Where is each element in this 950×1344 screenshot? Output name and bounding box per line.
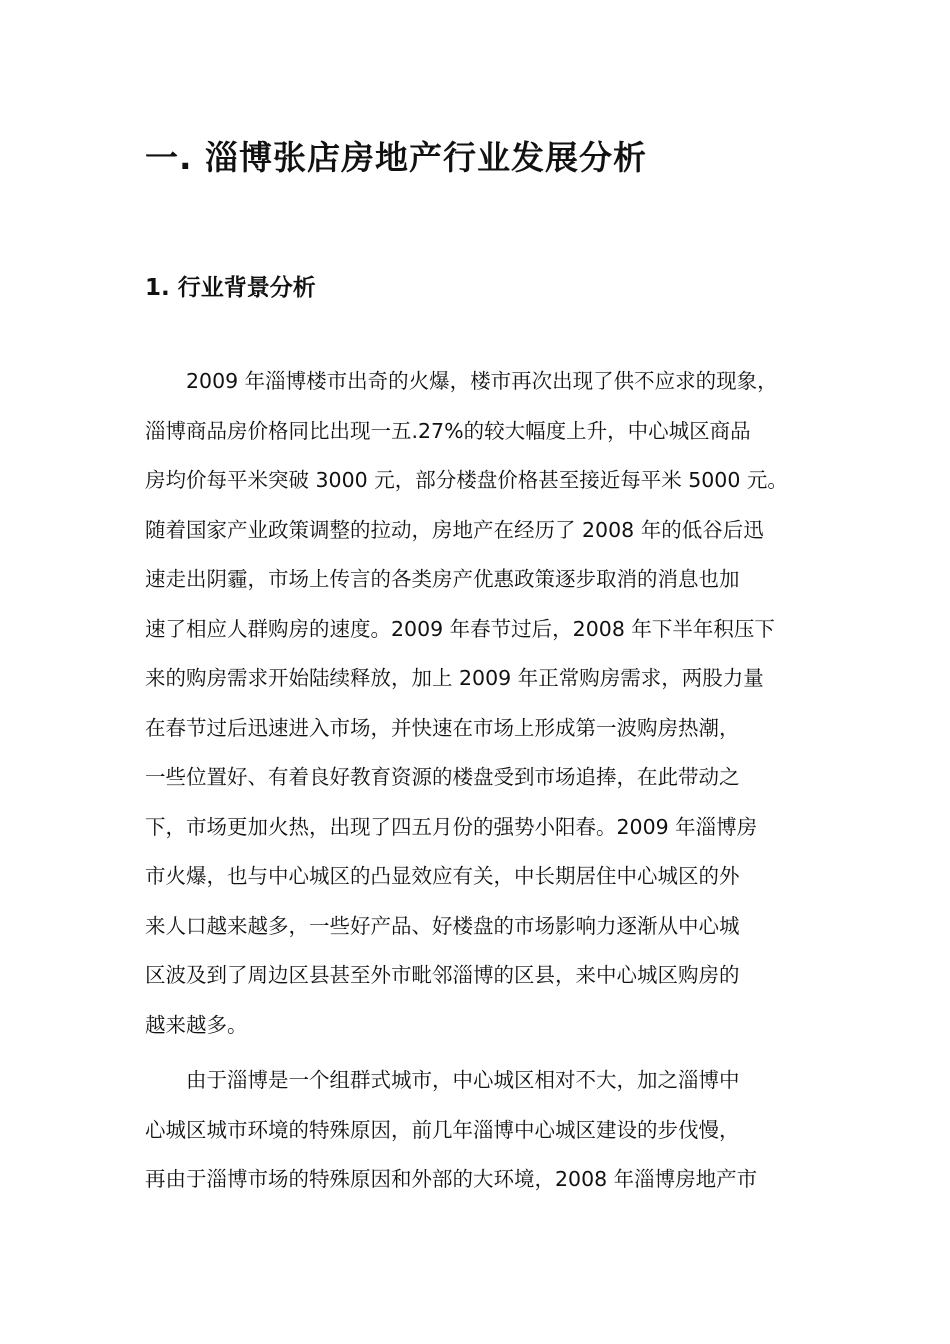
paragraph-line: 来人口越来越多，一些好产品、好楼盘的市场影响力逐渐从中心城 [145, 913, 740, 938]
paragraph-line: 2009 年淄博楼市出奇的火爆，楼市再次出现了供不应求的现象， [145, 369, 778, 393]
paragraph-line: 房均价每平米突破 3000 元，部分楼盘价格甚至接近每平米 5000 元。 [145, 468, 788, 492]
body-paragraph [145, 357, 825, 1050]
paragraph-line: 淄博商品房价格同比出现一五.27%的较大幅度上升，中心城区商品 [145, 418, 751, 443]
paragraph-line: 越来越多。 [145, 1012, 248, 1037]
paragraph-line: 下，市场更加火热，出现了四五月份的强势小阳春。2009 年淄博房 [145, 814, 758, 839]
paragraph-line: 市火爆，也与中心城区的凸显效应有关，中长期居住中心城区的外 [145, 864, 740, 888]
paragraph-line: 一些位置好、有着良好教育资源的楼盘受到市场追捧，在此带动之 [145, 765, 740, 789]
section-title: 1. 行业背景分析 [145, 275, 316, 301]
paragraph-line: 再由于淄博市场的特殊原因和外部的大环境，2008 年淄博房地产市 [145, 1167, 758, 1191]
paragraph-line: 来的购房需求开始陆续释放，加上 2009 年正常购房需求，两股力量 [145, 666, 764, 690]
paragraph-line: 随着国家产业政策调整的拉动，房地产在经历了 2008 年的低谷后迅 [145, 517, 764, 542]
paragraph-line: 心城区城市环境的特殊原因，前几年淄博中心城区建设的步伐慢， [145, 1117, 740, 1142]
paragraph-line: 速了相应人群购房的速度。2009 年春节过后，2008 年下半年积压下 [145, 616, 775, 641]
chapter-title: 一. 淄博张店房地产行业发展分析 [145, 138, 648, 177]
body-paragraph [145, 1056, 825, 1205]
paragraph-line: 由于淄博是一个组群式城市，中心城区相对不大，加之淄博中 [145, 1068, 740, 1092]
paragraph-line: 速走出阴霾，市场上传言的各类房产优惠政策逐步取消的消息也加 [145, 567, 740, 591]
paragraph-line: 区波及到了周边区县甚至外市毗邻淄博的区县，来中心城区购房的 [145, 963, 740, 987]
paragraph-line: 在春节过后迅速进入市场，并快速在市场上形成第一波购房热潮， [145, 715, 740, 740]
